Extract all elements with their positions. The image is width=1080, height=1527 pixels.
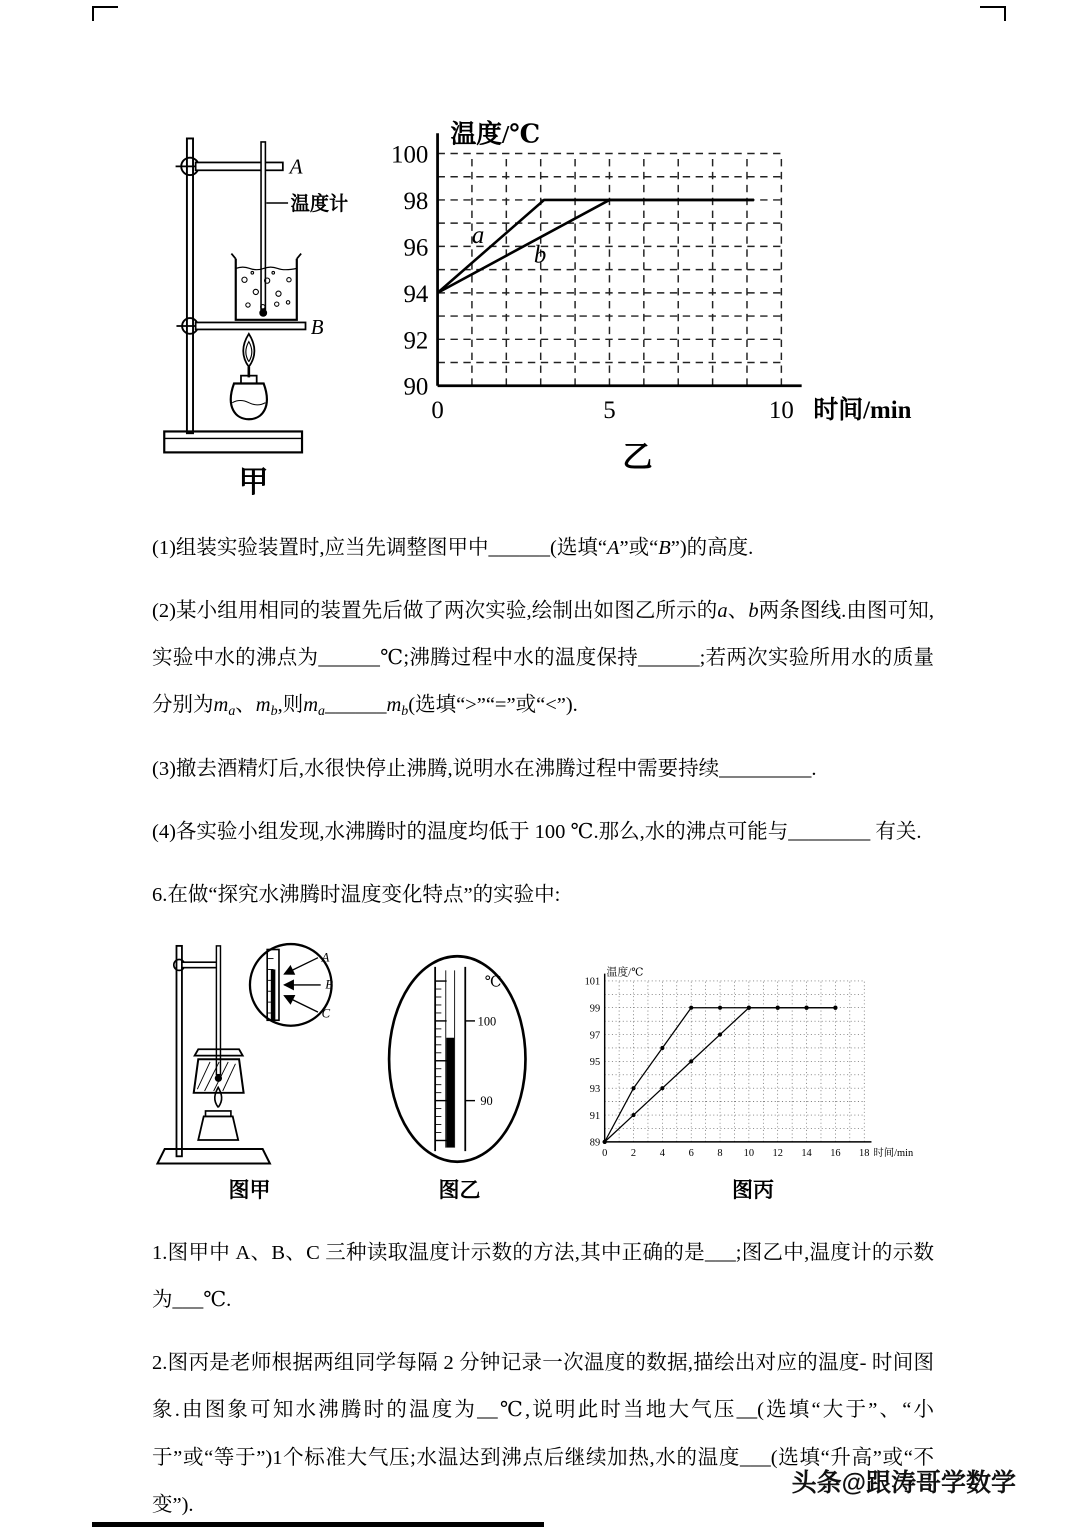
text-run: ℃. xyxy=(203,1289,232,1312)
page-corner-mark xyxy=(92,6,94,21)
page-corner-mark xyxy=(980,6,1006,8)
page-edge-line xyxy=(92,1522,544,1527)
svg-text:93: 93 xyxy=(589,1083,601,1095)
text-run: (1)组装实验装置时,应当先调整图甲中 xyxy=(152,537,489,559)
svg-text:温度/℃: 温度/℃ xyxy=(606,966,644,979)
text-run: m xyxy=(386,694,402,717)
text-run: 1.图甲中 A、B、C 三种读取温度计示数的方法,其中正确的是 xyxy=(152,1241,705,1264)
blank-line: ___ xyxy=(704,1241,736,1264)
text-run: (3)撤去酒精灯后,水很快停止沸腾,说明水在沸腾过程中需要持续 xyxy=(152,757,720,780)
blank-line: __ xyxy=(736,1399,758,1422)
text-run: (4)各实验小组发现,水沸腾时的温度均低于 100 ℃.那么,水的沸点可能与 xyxy=(152,820,789,843)
flame-icon xyxy=(243,334,254,367)
svg-text:2: 2 xyxy=(630,1147,637,1159)
svg-text:98: 98 xyxy=(403,187,429,215)
figure-caption-yi: 乙 xyxy=(622,441,655,474)
blank-line: ______ xyxy=(488,537,551,559)
page-corner-mark xyxy=(1004,6,1006,21)
svg-text:92: 92 xyxy=(403,327,429,355)
flame-icon xyxy=(215,1087,222,1107)
magnifier-circle-icon xyxy=(389,956,525,1161)
svg-text:10: 10 xyxy=(743,1147,755,1159)
text-run: ;若两次实验所用水的质量分别为 xyxy=(152,647,934,717)
apparatus-jia-figure xyxy=(152,128,357,455)
text-run: m xyxy=(255,694,271,717)
svg-text:4: 4 xyxy=(659,1147,665,1159)
text-run: ℃,说明此时当地大气压 xyxy=(497,1399,737,1422)
svg-text:91: 91 xyxy=(589,1110,601,1122)
svg-text:100: 100 xyxy=(391,141,429,169)
svg-text:0: 0 xyxy=(602,1147,608,1159)
text-run: b xyxy=(748,600,759,623)
boiling-graph-bing xyxy=(572,961,934,1169)
scale-90-label: 90 xyxy=(480,1094,493,1109)
stand-rod xyxy=(187,138,193,433)
thermometer-scale xyxy=(435,981,447,1140)
stand-rod xyxy=(176,946,181,1156)
figure-row-2 xyxy=(152,935,934,1204)
text-run: 两条图线.由图可知,实验中水的沸点为 xyxy=(152,600,935,670)
beaker xyxy=(231,254,301,320)
svg-text:99: 99 xyxy=(589,1003,601,1015)
text-run: m xyxy=(213,694,229,717)
question-paragraph xyxy=(152,746,934,793)
text-run: (选填“升高”或“不变”). xyxy=(152,1446,935,1516)
figure-jia-block xyxy=(152,128,357,501)
figure-caption-q6yi: 图乙 xyxy=(438,1177,481,1202)
text-run: a xyxy=(717,600,728,623)
svg-text:a: a xyxy=(471,221,485,249)
svg-text:时间/min: 时间/min xyxy=(873,1147,914,1159)
question-paragraph xyxy=(152,1230,934,1324)
question-paragraph xyxy=(152,588,934,729)
mercury-column xyxy=(446,1038,454,1148)
text-run: b xyxy=(401,704,409,720)
figure-q6jia-block xyxy=(152,935,347,1204)
svg-text:b: b xyxy=(533,241,547,269)
text-run: m xyxy=(303,694,318,717)
sightline-a-label: A xyxy=(321,950,330,965)
stand-base xyxy=(157,1149,269,1164)
thermometer-closeup-figure xyxy=(382,949,537,1169)
svg-text:5: 5 xyxy=(603,397,616,425)
thermometer-label: 温度计 xyxy=(290,193,349,215)
svg-text:101: 101 xyxy=(584,976,601,988)
svg-text:温度/℃: 温度/℃ xyxy=(450,119,541,149)
text-run: (选填“大于”、“小于”或“等于”)1个标准大气压;水温达到沸点后继续加热,水的温度 xyxy=(152,1399,934,1469)
text-run: (选填“ xyxy=(550,537,607,559)
lamp-fuel-level xyxy=(232,401,265,405)
svg-text:8: 8 xyxy=(717,1147,723,1159)
figure-caption-q6jia: 图甲 xyxy=(228,1177,271,1202)
text-run: a xyxy=(318,704,325,720)
figure-caption-q6bing: 图丙 xyxy=(732,1177,774,1202)
blank-line: ___ xyxy=(172,1289,204,1312)
svg-text:时间/min: 时间/min xyxy=(813,397,912,425)
figure-row-1 xyxy=(152,112,934,501)
text-run: B xyxy=(658,537,671,559)
blank-line: ______ xyxy=(324,694,387,717)
water-surface xyxy=(236,267,297,270)
thermometer xyxy=(215,946,222,1082)
text-run: 有关. xyxy=(870,820,922,843)
burner xyxy=(198,1087,238,1140)
page-corner-mark xyxy=(92,6,118,8)
figure-q6bing-block xyxy=(572,961,934,1204)
blank-line: ________ xyxy=(788,820,871,843)
svg-text:10: 10 xyxy=(768,397,794,425)
blank-line: _________ xyxy=(719,757,812,780)
text-run: b xyxy=(270,704,278,720)
burner-body xyxy=(198,1116,238,1140)
thermometer-bulb xyxy=(259,309,267,317)
question-paragraph xyxy=(152,809,934,856)
svg-text:0: 0 xyxy=(431,397,444,425)
magnifier-inset xyxy=(250,944,333,1026)
sightline-c-label: C xyxy=(321,1006,331,1021)
svg-text:94: 94 xyxy=(403,280,429,308)
text-run: 、 xyxy=(727,600,749,623)
text-run: ”或“ xyxy=(619,537,659,559)
question-paragraph xyxy=(152,525,934,572)
svg-text:95: 95 xyxy=(589,1057,601,1069)
text-run: (选填“>”“=”或“<”). xyxy=(408,694,578,717)
text-run: ”)的高度. xyxy=(670,537,754,559)
questions-top xyxy=(152,525,934,919)
svg-text:89: 89 xyxy=(589,1137,601,1149)
svg-text:6: 6 xyxy=(688,1147,694,1159)
text-run: 、 xyxy=(235,694,256,717)
scale-100-label: 100 xyxy=(477,1014,497,1029)
clamp-a-label: A xyxy=(289,154,303,179)
figure-yi-block xyxy=(371,112,912,476)
boiling-graph-yi xyxy=(371,112,912,430)
ring-support xyxy=(196,322,306,329)
svg-text:16: 16 xyxy=(830,1147,841,1159)
text-run: ℃;沸腾过程中水的温度保持 xyxy=(379,647,639,670)
svg-text:90: 90 xyxy=(403,373,429,401)
text-run: ,则 xyxy=(277,694,304,717)
text-run: A xyxy=(606,537,620,559)
question-paragraph xyxy=(152,872,934,919)
sightline-b-label: B xyxy=(325,977,333,992)
boiling-bubbles-icon xyxy=(242,271,291,308)
text-run: a xyxy=(228,704,236,720)
stand-base xyxy=(164,431,302,452)
text-run: . xyxy=(811,757,817,780)
text-run: (2)某小组用相同的装置先后做了两次实验,绘制出如图乙所示的 xyxy=(152,600,718,623)
figure-q6yi-block xyxy=(382,949,537,1204)
celsius-unit-label: ℃ xyxy=(484,974,502,991)
svg-text:12: 12 xyxy=(772,1147,783,1159)
svg-text:18: 18 xyxy=(859,1147,870,1159)
clamp-arm xyxy=(182,962,220,967)
figure-caption-jia: 甲 xyxy=(238,466,271,499)
svg-text:97: 97 xyxy=(589,1030,601,1042)
blank-line: __ xyxy=(477,1399,498,1422)
clamp-arm xyxy=(196,162,283,170)
apparatus-q6jia-figure xyxy=(152,935,347,1169)
text-run: ;图乙中,温度计的示数为 xyxy=(152,1241,934,1312)
blank-line: ___ xyxy=(740,1446,771,1469)
ring-b-label: B xyxy=(310,314,324,339)
text-run: 6.在做“探究水沸腾时温度变化特点”的实验中: xyxy=(152,883,561,906)
blank-line: ______ xyxy=(318,647,380,670)
svg-text:14: 14 xyxy=(801,1147,812,1159)
svg-text:96: 96 xyxy=(403,234,429,262)
text-run: 2.图丙是老师根据两组同学每隔 2 分钟记录一次温度的数据,描绘出对应的温度- 时间图象.由图象可知水沸腾时的温度为 xyxy=(152,1352,934,1422)
alcohol-lamp xyxy=(231,334,267,419)
watermark: 头条@跟涛哥学数学 xyxy=(791,1469,1016,1497)
blank-line: ______ xyxy=(638,647,700,670)
worksheet-content xyxy=(152,112,934,1527)
